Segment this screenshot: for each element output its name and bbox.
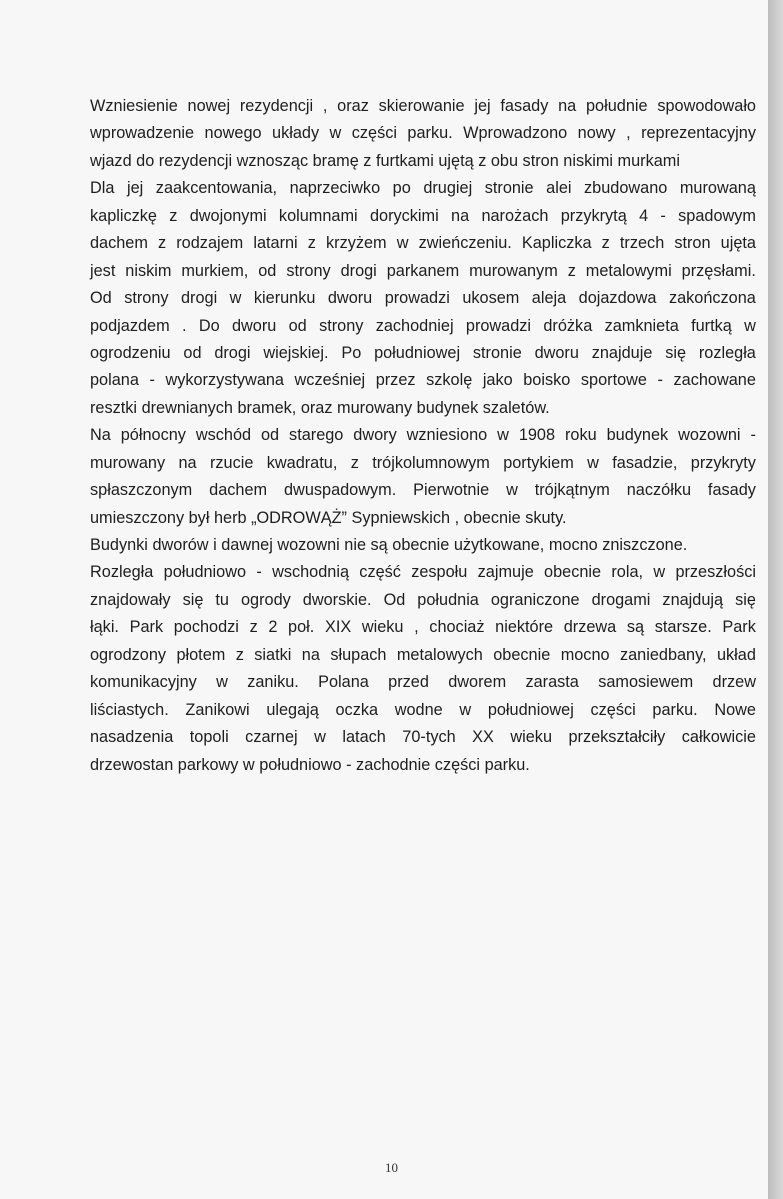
page-number: 10: [385, 1160, 398, 1175]
text-line: dachem z rodzajem latarni z krzyżem w zwieńczeniu. Kapliczka z trzech stron ujęta: [90, 234, 756, 253]
text-line: resztki drewnianych bramek, oraz murowany budynek szaletów.: [90, 398, 550, 417]
text-line: łąki. Park pochodzi z 2 poł. XIX wieku , chociaż niektóre drzewa są starsze. Park: [90, 618, 756, 637]
text-line: ogrodzony płotem z siatki na słupach metalowych obecnie mocno zaniedbany, układ: [90, 645, 756, 664]
text-line: Rozległa południowo - wschodnią część zespołu zajmuje obecnie rola, w przeszłości: [90, 563, 756, 582]
text-line: podjazdem . Do dworu od strony zachodniej prowadzi dróżka zamknieta furtką w: [90, 316, 756, 335]
text-line: liściastych. Zanikowi ulegają oczka wodne w południowej części parku. Nowe: [90, 700, 756, 719]
page-edge-shadow: [768, 0, 783, 1199]
text-line: spłaszczonym dachem dwuspadowym. Pierwotnie w trójkątnym naczółku fasady: [90, 481, 756, 500]
text-line: murowany na rzucie kwadratu, z trójkolumnowym portykiem w fasadzie, przykryty: [90, 453, 756, 472]
text-line: Na północny wschód od starego dwory wzniesiono w 1908 roku budynek wozowni -: [90, 426, 756, 445]
text-line: Od strony drogi w kierunku dworu prowadzi ukosem aleja dojazdowa zakończona: [90, 289, 756, 308]
text-line: Dla jej zaakcentowania, naprzeciwko po drugiej stronie alei zbudowano murowaną: [90, 179, 756, 198]
text-line: umieszczony był herb „ODROWĄŻ” Sypniewskich , obecnie skuty.: [90, 508, 567, 527]
text-line: Budynki dworów i dawnej wozowni nie są obecnie użytkowane, mocno zniszczone.: [90, 536, 688, 554]
text-line: wprowadzenie nowego układy w części parku. Wprowadzono nowy , reprezentacyjny: [90, 124, 756, 143]
text-line: polana - wykorzystywana wcześniej przez szkolę jako boisko sportowe - zachowane: [90, 371, 756, 390]
text-line: jest niskim murkiem, od strony drogi parkanem murowanym z metalowymi przęsłami.: [90, 261, 756, 280]
text-line: wjazd do rezydencji wznosząc bramę z furtkami ujętą z obu stron niskimi murkami: [90, 151, 680, 170]
text-line: drzewostan parkowy w południowo - zachodnie części parku.: [90, 755, 530, 774]
text-line: ogrodzeniu od drogi wiejskiej. Po południowej stronie dworu znajduje się rozległa: [90, 343, 756, 362]
text-line: znajdowały się tu ogrody dworskie. Od południa ograniczone drogami znajdują się: [90, 590, 756, 609]
text-line: komunikacyjny w zaniku. Polana przed dworem zarasta samosiewem drzew: [90, 673, 756, 692]
text-line: kapliczkę z dwojonymi kolumnami doryckimi na narożach przykrytą 4 - spadowym: [90, 206, 756, 225]
body-text: [90, 93, 756, 779]
text-line: Wzniesienie nowej rezydencji , oraz skierowanie jej fasady na południe spowodowało: [90, 97, 756, 115]
text-line: nasadzenia topoli czarnej w latach 70-tych XX wieku przekształciły całkowicie: [90, 728, 756, 747]
